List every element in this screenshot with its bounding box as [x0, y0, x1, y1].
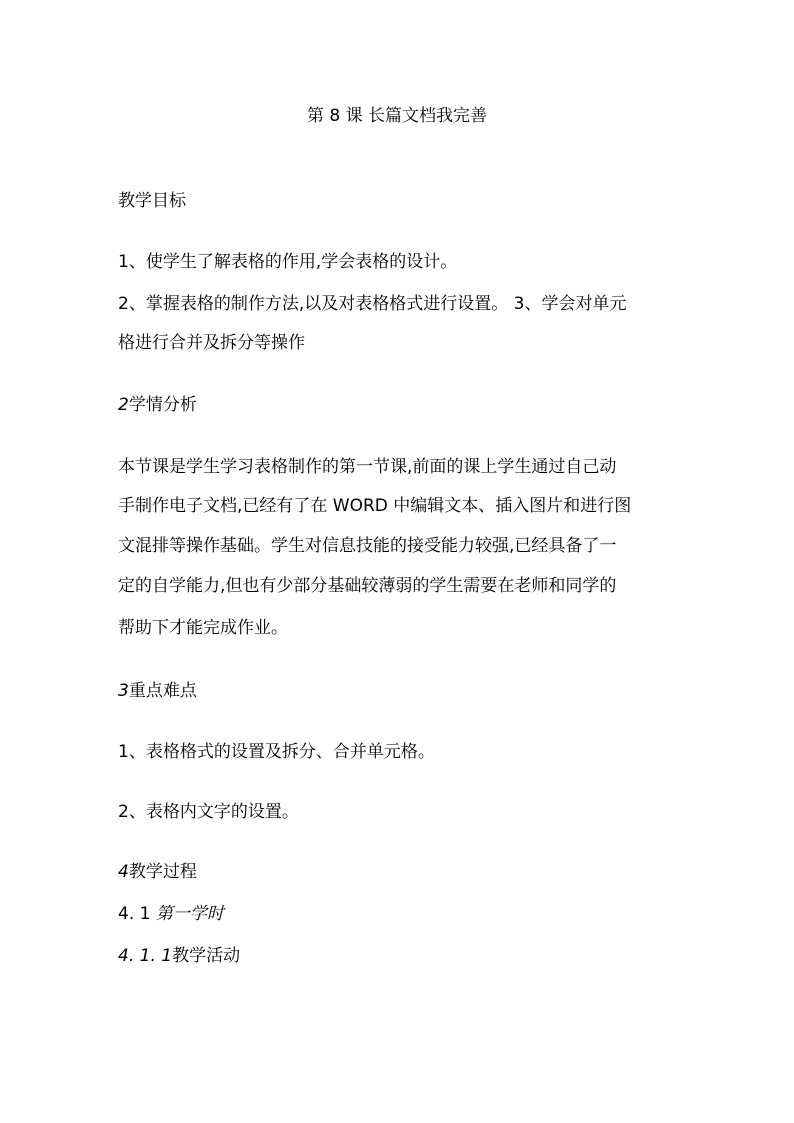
- analysis-paragraph-line-4: 定的自学能力,但也有少部分基础较薄弱的学生需要在老师和同学的: [118, 576, 617, 596]
- process-subsection-1-number: 4. 1: [118, 904, 151, 924]
- page-title: 第 8 课 长篇文档我完善: [306, 106, 488, 126]
- analysis-paragraph-line-5: 帮助下才能完成作业。: [118, 618, 288, 638]
- process-subsection-1-label: 第一学时: [155, 904, 224, 924]
- analysis-paragraph-line-1: 本节课是学生学习表格制作的第一节课,前面的课上学生通过自己动: [118, 457, 617, 477]
- process-subsection-2: [118, 944, 688, 968]
- analysis-heading-number: 2: [118, 395, 129, 415]
- key-points-heading-text: 重点难点: [128, 681, 197, 701]
- process-heading-number: 4: [118, 862, 129, 882]
- analysis-paragraph-line-3: 文混排等操作基础。学生对信息技能的接受能力较强,已经具备了一: [118, 536, 617, 556]
- process-subsection-2-label: 教学活动: [172, 946, 241, 966]
- analysis-heading: [118, 393, 688, 417]
- objective-item-2-line-1: 2、掌握表格的制作方法,以及对表格格式进行设置。 3、学会对单元: [118, 294, 627, 314]
- key-points-heading-number: 3: [118, 681, 129, 701]
- process-subsection-2-number: 4. 1. 1: [118, 946, 173, 966]
- process-heading: [118, 860, 688, 884]
- key-points-heading: [118, 679, 688, 703]
- objective-item-2-line-2: 格进行合并及拆分等操作: [118, 333, 305, 353]
- objective-item-1: 1、使学生了解表格的作用,学会表格的设计。: [118, 252, 458, 272]
- key-point-item-2: 2、表格内文字的设置。: [118, 802, 299, 822]
- objectives-heading: 教学目标: [118, 191, 186, 211]
- process-subsection-1: [118, 902, 688, 926]
- process-heading-text: 教学过程: [128, 862, 197, 882]
- analysis-paragraph-line-2: 手制作电子文档,已经有了在 WORD 中编辑文本、插入图片和进行图: [118, 496, 632, 516]
- key-point-item-1: 1、表格格式的设置及拆分、合并单元格。: [118, 742, 435, 762]
- analysis-heading-text: 学情分析: [128, 395, 197, 415]
